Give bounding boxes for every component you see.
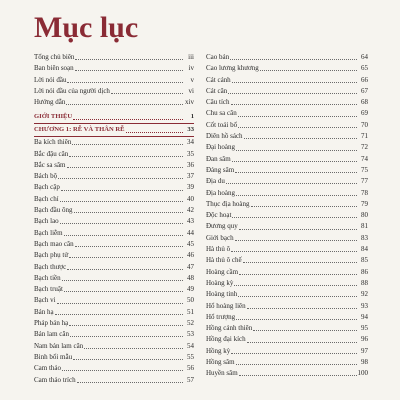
toc-entry — [34, 262, 194, 273]
toc-entry-page: 74 — [361, 154, 368, 163]
toc-entry — [206, 233, 368, 244]
toc-entry-page: 72 — [361, 143, 368, 152]
page-title: Mục lục — [34, 11, 139, 44]
toc-entry-page: 40 — [187, 194, 194, 203]
dot-leader — [70, 330, 183, 337]
toc-entry — [206, 278, 368, 289]
toc-entry-page: 47 — [187, 262, 194, 271]
toc-entry — [34, 205, 194, 216]
dot-leader — [232, 155, 357, 162]
toc-entry-page: 66 — [361, 75, 368, 84]
toc-entry-label: Hồng kỳ — [206, 346, 231, 355]
toc-entry-label: Pháp bán hạ — [34, 319, 69, 328]
toc-entry-label: Hà thủ ô — [206, 245, 231, 254]
dot-leader — [238, 290, 357, 297]
dot-leader — [238, 110, 357, 117]
toc-entry — [34, 194, 194, 205]
dot-leader — [228, 87, 357, 94]
toc-entry-label: Huyền sâm — [206, 369, 238, 378]
toc-entry-label: Bắc sa sâm — [34, 160, 66, 169]
toc-entry-page: 77 — [361, 177, 368, 186]
dot-leader — [226, 177, 357, 184]
toc-entry — [206, 244, 368, 255]
toc-entry-page: 46 — [187, 251, 194, 260]
toc-entry — [206, 323, 368, 334]
toc-entry-label: Độc hoạt — [206, 211, 232, 220]
toc-entry-label: Cam thảo trích — [34, 375, 76, 384]
toc-entry-page: 48 — [187, 273, 194, 282]
toc-entry-label: Hổ trượng — [206, 312, 236, 321]
toc-entry-page: vi — [188, 86, 194, 95]
dot-leader — [243, 256, 357, 263]
toc-entry-label: Đan sâm — [206, 154, 231, 163]
toc-entry-label: Thục địa hoàng — [206, 199, 250, 208]
toc-entry-page: 88 — [361, 278, 368, 287]
toc-entry-page: 51 — [187, 307, 194, 316]
toc-entry — [34, 75, 194, 86]
toc-entry-label: Hổ hoàng liên — [206, 301, 246, 310]
toc-entry-page: 68 — [361, 98, 368, 107]
toc-entry-label: Hồng cảnh thiên — [206, 324, 253, 333]
toc-entry-label: Bán hạ — [34, 307, 54, 316]
toc-entry-label: Giới bạch — [206, 233, 234, 242]
toc-entry — [206, 75, 368, 86]
toc-entry-label: Bạch mao căn — [34, 239, 74, 248]
toc-entry-label: Bạch cập — [34, 183, 60, 192]
toc-entry — [34, 363, 194, 374]
toc-entry-page: 54 — [187, 341, 194, 350]
dot-leader — [239, 369, 357, 376]
toc-section-entry — [34, 124, 194, 135]
toc-entry-page: 81 — [361, 222, 368, 231]
toc-entry — [34, 239, 194, 250]
toc-entry-page: iii — [188, 53, 194, 61]
dot-leader — [72, 138, 183, 145]
dot-leader — [236, 189, 357, 196]
dot-leader — [55, 308, 183, 315]
toc-entry-page: 33 — [187, 126, 194, 134]
toc-entry-page: 53 — [187, 330, 194, 339]
toc-entry-page: 44 — [187, 228, 194, 237]
dot-leader — [77, 376, 183, 383]
toc-entry-label: Hoàng kỳ — [206, 278, 234, 287]
dot-leader — [239, 268, 357, 275]
dot-leader — [235, 166, 357, 173]
toc-entry — [206, 154, 368, 165]
dot-leader — [231, 98, 357, 105]
toc-entry-page: 80 — [361, 211, 368, 220]
toc-column-right — [206, 52, 368, 380]
toc-entry-page: v — [190, 75, 194, 84]
toc-entry-page: 83 — [361, 233, 368, 242]
dot-leader — [231, 347, 357, 354]
toc-entry-label: GIỚI THIỆU — [34, 113, 73, 121]
toc-entry — [34, 318, 194, 329]
toc-entry-label: Cam thảo — [34, 364, 62, 373]
toc-entry-label: Cát cánh — [206, 75, 231, 84]
toc-entry-label: Đại hoàng — [206, 143, 235, 152]
dot-leader — [236, 144, 357, 151]
toc-entry — [34, 86, 194, 97]
dot-leader — [260, 64, 357, 71]
dot-leader — [60, 195, 183, 202]
section-divider — [34, 123, 194, 124]
toc-entry — [206, 63, 368, 74]
toc-entry-page: 94 — [361, 312, 368, 321]
dot-leader — [236, 313, 357, 320]
toc-entry-label: Hà thủ ô chế — [206, 256, 242, 265]
dot-leader — [62, 364, 183, 371]
section-divider — [34, 136, 194, 137]
toc-entry-page: 86 — [361, 267, 368, 276]
toc-entry — [34, 52, 194, 63]
toc-entry — [206, 97, 368, 108]
dot-leader — [60, 217, 183, 224]
toc-entry — [206, 165, 368, 176]
toc-entry-label: Nam bản lam căn — [34, 341, 84, 350]
toc-entry-label: Đảng sâm — [206, 165, 235, 174]
toc-entry-page: 85 — [361, 256, 368, 265]
toc-entry — [34, 216, 194, 227]
toc-entry-label: Bạch truật — [34, 285, 63, 294]
toc-entry — [206, 312, 368, 323]
toc-entry-label: Đương quy — [206, 222, 238, 231]
dot-leader — [234, 279, 357, 286]
toc-entry — [34, 284, 194, 295]
toc-entry-page: 36 — [187, 160, 194, 169]
toc-entry — [206, 210, 368, 221]
toc-entry — [34, 295, 194, 306]
dot-leader — [61, 184, 183, 191]
toc-entry — [206, 108, 368, 119]
toc-entry-page: 50 — [187, 296, 194, 305]
toc-entry-page: 79 — [361, 199, 368, 208]
toc-entry-label: Hướng dẫn — [34, 98, 66, 107]
toc-entry-page: 56 — [187, 364, 194, 373]
toc-entry — [34, 182, 194, 193]
dot-leader — [126, 126, 183, 133]
toc-entry-page: 43 — [187, 217, 194, 226]
toc-entry-page: 78 — [361, 188, 368, 197]
toc-entry — [206, 120, 368, 131]
toc-entry — [206, 188, 368, 199]
dot-leader — [253, 324, 357, 331]
toc-entry-label: Lời nói đầu của người dịch — [34, 86, 110, 95]
toc-entry-page: 1 — [190, 113, 194, 121]
toc-entry — [34, 171, 194, 182]
toc-entry-label: Bạch vi — [34, 296, 56, 305]
toc-entry-page: 55 — [187, 352, 194, 361]
toc-entry — [34, 149, 194, 160]
toc-entry-page: 84 — [361, 245, 368, 254]
dot-leader — [73, 113, 183, 120]
toc-entry — [206, 131, 368, 142]
dot-leader — [230, 53, 357, 60]
toc-entry-page: 35 — [187, 149, 194, 158]
dot-leader — [239, 223, 357, 230]
toc-entry-label: Địa du — [206, 177, 225, 186]
toc-entry-page: 75 — [361, 165, 368, 174]
toc-entry-page: 52 — [187, 319, 194, 328]
toc-entry-page: 65 — [361, 64, 368, 73]
dot-leader — [57, 297, 183, 304]
toc-entry-label: Ban biên soạn — [34, 64, 74, 73]
toc-entry-page: 70 — [361, 120, 368, 129]
dot-leader — [69, 319, 183, 326]
toc-entry — [34, 352, 194, 363]
toc-entry-label: Cốt toái bổ — [206, 120, 238, 129]
toc-entry-label: Bạch chỉ — [34, 194, 59, 203]
toc-entry-label: Cát căn — [206, 86, 228, 95]
dot-leader — [69, 150, 183, 157]
toc-entry-page: 95 — [361, 324, 368, 333]
toc-entry-label: Bạch lao — [34, 217, 59, 226]
toc-entry-label: Hoàng cầm — [206, 267, 239, 276]
dot-leader — [64, 229, 183, 236]
dot-leader — [64, 285, 183, 292]
toc-entry — [34, 375, 194, 386]
dot-leader — [67, 263, 183, 270]
dot-leader — [235, 234, 357, 241]
toc-entry-label: Bạch thược — [34, 262, 67, 271]
toc-entry-label: Diên hồ sách — [206, 132, 243, 141]
dot-leader — [66, 98, 183, 105]
toc-entry — [34, 250, 194, 261]
toc-entry-page: 64 — [361, 53, 368, 61]
toc-entry — [34, 273, 194, 284]
toc-entry — [206, 52, 368, 63]
toc-entry — [34, 307, 194, 318]
toc-entry-label: Bạch tiền — [34, 273, 61, 282]
toc-entry — [206, 368, 368, 379]
toc-entry-page: 92 — [361, 290, 368, 299]
toc-entry-page: 69 — [361, 109, 368, 118]
toc-entry-label: CHƯƠNG 1: RỄ VÀ THÂN RỄ — [34, 126, 125, 134]
toc-entry — [34, 63, 194, 74]
toc-entry — [206, 221, 368, 232]
toc-entry-label: Bách bộ — [34, 172, 58, 181]
toc-entry-page: 49 — [187, 285, 194, 294]
dot-leader — [75, 64, 183, 71]
toc-entry-label: Ba kích thiên — [34, 138, 72, 147]
toc-entry-page: 42 — [187, 206, 194, 215]
toc-entry-label: Hồng đại kích — [206, 335, 246, 344]
toc-entry-page: 39 — [187, 183, 194, 192]
dot-leader — [244, 132, 357, 139]
toc-entry-page: 96 — [361, 335, 368, 344]
toc-entry-label: Bản lam căn — [34, 330, 69, 339]
toc-entry-page: 93 — [361, 301, 368, 310]
toc-entry — [206, 267, 368, 278]
toc-entry — [206, 301, 368, 312]
toc-entry-label: Bắc đậu căn — [34, 149, 69, 158]
toc-entry-label: Cao lương khương — [206, 64, 259, 73]
toc-entry — [206, 289, 368, 300]
toc-entry-page: 37 — [187, 172, 194, 181]
toc-entry — [206, 199, 368, 210]
toc-entry-page: xiv — [185, 98, 194, 107]
toc-entry — [34, 341, 194, 352]
toc-entry — [206, 86, 368, 97]
dot-leader — [84, 342, 183, 349]
dot-leader — [232, 76, 357, 83]
dot-leader — [62, 274, 183, 281]
toc-entry — [206, 176, 368, 187]
toc-entry-label: Cao bản — [206, 53, 230, 61]
dot-leader — [75, 53, 183, 60]
toc-entry-label: Binh bối mẫu — [34, 352, 73, 361]
dot-leader — [232, 211, 357, 218]
toc-entry-label: Chu sa căn — [206, 109, 237, 118]
toc-entry-page: iv — [188, 64, 194, 73]
toc-entry-label: Hồng sâm — [206, 358, 235, 367]
toc-entry — [206, 142, 368, 153]
toc-entry-label: Địa hoàng — [206, 188, 235, 197]
toc-entry — [206, 334, 368, 345]
toc-entry-page: 57 — [187, 375, 194, 384]
toc-entry-label: Bạch liễm — [34, 228, 63, 237]
toc-entry-label: Hoàng tinh — [206, 290, 238, 299]
toc-entry-page: 100 — [357, 369, 368, 378]
dot-leader — [73, 353, 183, 360]
toc-entry-page: 67 — [361, 86, 368, 95]
toc-entry-page: 98 — [361, 358, 368, 367]
toc-entry-page: 34 — [187, 138, 194, 147]
toc-entry-page: 97 — [361, 346, 368, 355]
toc-entry-page: 71 — [361, 132, 368, 141]
dot-leader — [238, 121, 357, 128]
toc-entry — [34, 160, 194, 171]
toc-entry-label: Bạch đầu ông — [34, 206, 73, 215]
toc-entry — [206, 255, 368, 266]
toc-column-left — [34, 52, 194, 386]
toc-entry-label: Câu tích — [206, 98, 230, 107]
toc-section-entry — [34, 111, 194, 122]
dot-leader — [74, 206, 184, 213]
dot-leader — [58, 172, 183, 179]
toc-entry — [206, 357, 368, 368]
toc-entry — [34, 228, 194, 239]
dot-leader — [67, 76, 183, 83]
toc-entry-label: Bạch phụ tử — [34, 251, 69, 260]
dot-leader — [247, 336, 357, 343]
dot-leader — [236, 358, 357, 365]
toc-entry — [206, 346, 368, 357]
dot-leader — [247, 302, 357, 309]
dot-leader — [75, 240, 183, 247]
toc-entry-label: Tổng chủ biên — [34, 53, 75, 61]
dot-leader — [69, 251, 183, 258]
toc-entry — [34, 329, 194, 340]
toc-entry — [34, 137, 194, 148]
dot-leader — [111, 87, 183, 94]
dot-leader — [231, 245, 357, 252]
dot-leader — [251, 200, 357, 207]
toc-entry-label: Lời nói đầu — [34, 75, 67, 84]
toc-entry-page: 45 — [187, 239, 194, 248]
dot-leader — [67, 161, 184, 168]
toc-entry — [34, 97, 194, 108]
